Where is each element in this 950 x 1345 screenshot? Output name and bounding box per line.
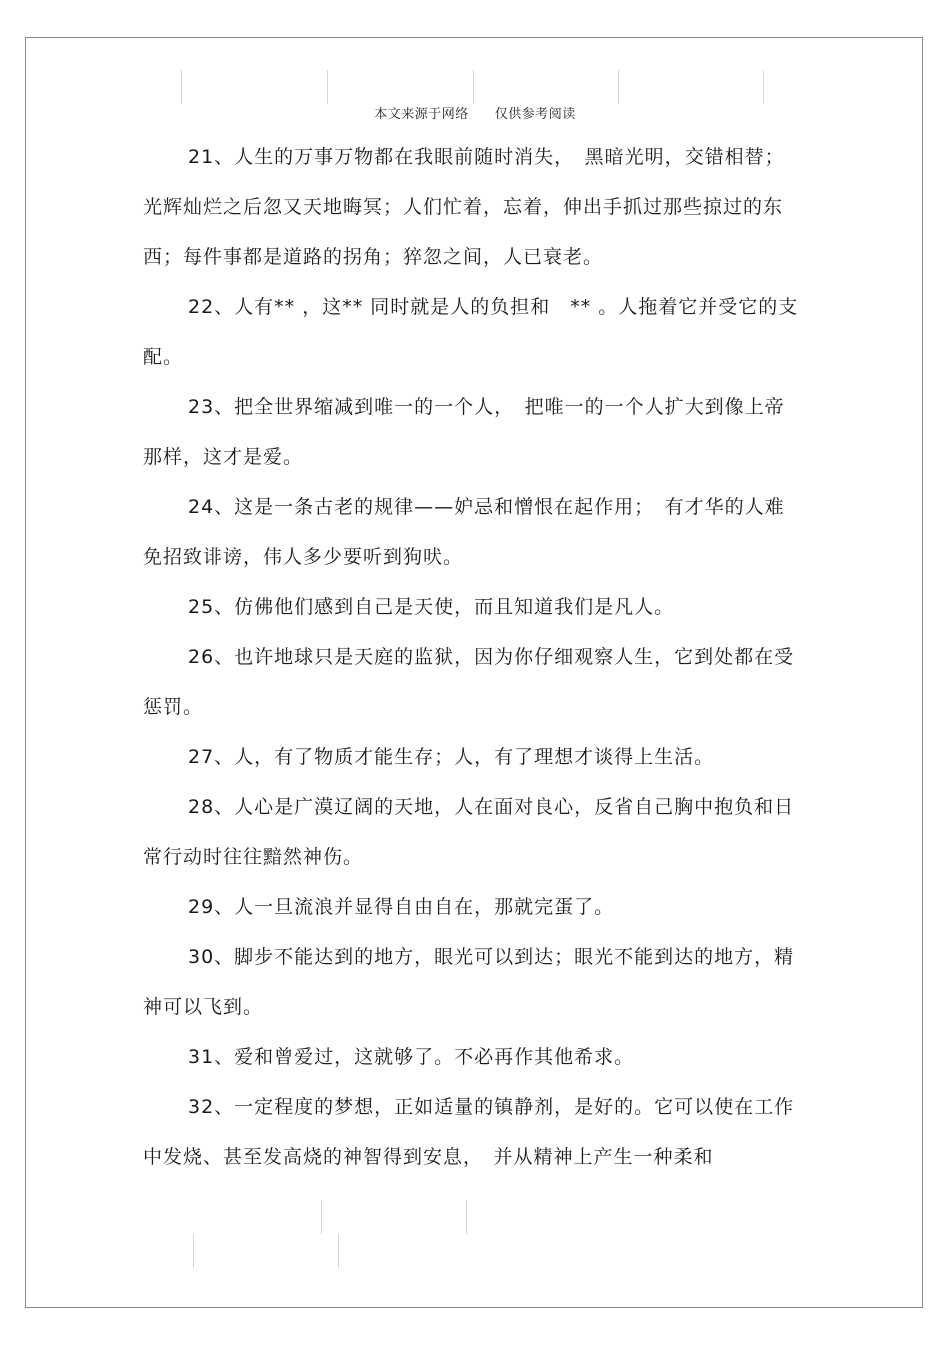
paragraph-27: 27、人，有了物质才能生存；人，有了理想才谈得上生活。	[188, 746, 715, 768]
paragraph-28: 28、人心是广漠辽阔的天地，人在面对良心，反省自己胸中抱负和日常行动时往往黯然神伤。	[143, 796, 795, 868]
paragraph-21: 21、人生的万事万物都在我眼前随时消失， 黑暗光明，交错相替；光辉灿烂之后忽又天地晦冥；人们忙着，忘着，伸出手抓过那些掠过的东西；每件事都是道路的拐角；猝忽之间，人已衰老。	[143, 146, 785, 268]
bottom-divider-line-4	[338, 1234, 339, 1268]
paragraph-31: 31、爱和曾爱过，这就够了。不必再作其他希求。	[188, 1046, 635, 1068]
page-header	[0, 103, 950, 122]
paragraph-24: 24、这是一条古老的规律——妒忌和憎恨在起作用； 有才华的人难免招致诽谤，伟人多少要听到狗吠。	[143, 496, 785, 568]
paragraph-22: 22、人有** ，这** 同时就是人的负担和 ** 。人拖着它并受它的支配。	[143, 296, 799, 368]
paragraph-29: 29、人一旦流浪并显得自由自在，那就完蛋了。	[188, 896, 615, 918]
header-source: 本文来源于网络	[374, 107, 469, 122]
paragraph-30: 30、脚步不能达到的地方，眼光可以到达；眼光不能到达的地方，精神可以飞到。	[143, 946, 795, 1018]
paragraph-26: 26、也许地球只是天庭的监狱，因为你仔细观察人生，它到处都在受惩罚。	[143, 646, 795, 718]
paragraph-25: 25、仿佛他们感到自己是天使，而且知道我们是凡人。	[188, 596, 675, 618]
bottom-divider-line-1	[321, 1200, 322, 1234]
header-note: 仅供参考阅读	[494, 107, 576, 122]
top-divider-line-3	[473, 70, 474, 104]
document-body	[143, 132, 803, 1182]
bottom-divider-line-2	[466, 1200, 467, 1234]
top-divider-line-2	[327, 70, 328, 104]
paragraph-32: 32、一定程度的梦想，正如适量的镇静剂，是好的。它可以使在工作中发烧、甚至发高烧的神智得到安息， 并从精神上产生一种柔和	[143, 1096, 795, 1168]
top-divider-line-5	[763, 70, 764, 104]
top-divider-line-4	[618, 70, 619, 104]
bottom-divider-line-3	[193, 1234, 194, 1268]
paragraph-23: 23、把全世界缩减到唯一的一个人， 把唯一的一个人扩大到像上帝那样，这才是爱。	[143, 396, 785, 468]
top-divider-line-1	[181, 70, 182, 104]
